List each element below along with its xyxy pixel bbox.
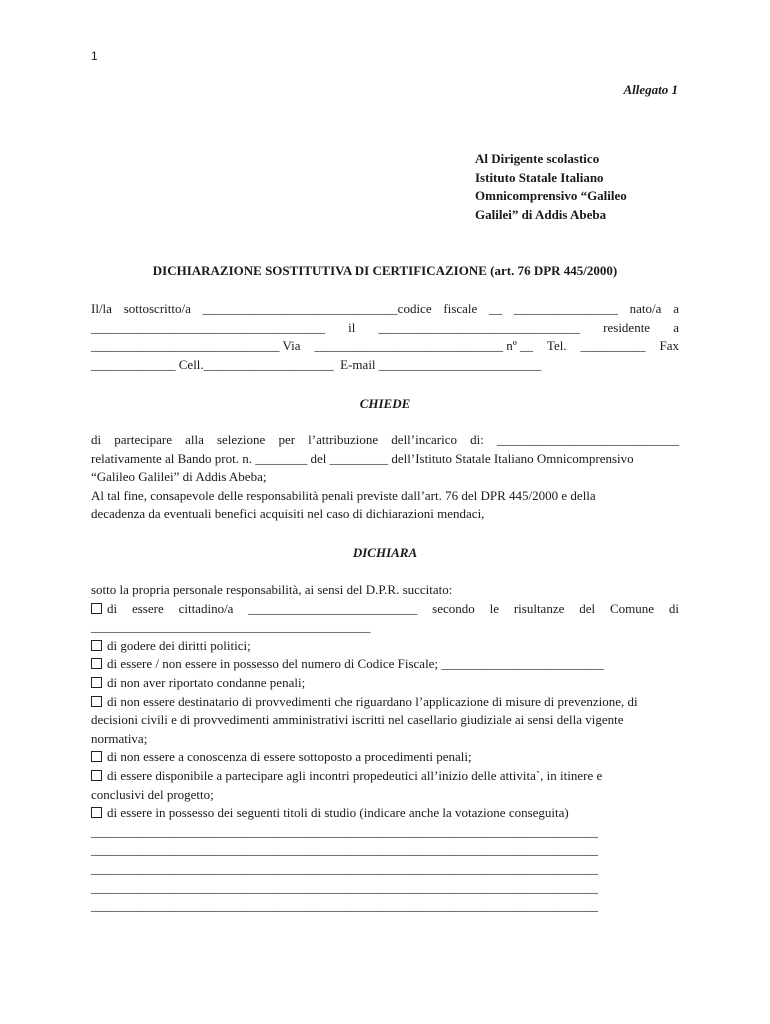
- text-word: nato/a: [629, 301, 662, 316]
- blank-line: ______________________________________________________________________________: [91, 823, 598, 839]
- item-text: conclusivi del progetto;: [91, 786, 214, 802]
- chiede-section: [91, 431, 679, 524]
- checkbox[interactable]: [91, 807, 102, 818]
- text-word: per: [278, 432, 296, 447]
- chiede-line: relativamente al Bando prot. n. ________ del _________ dell’Istituto Statale Italiano Omnicomprensivo: [91, 450, 634, 466]
- checkbox[interactable]: [91, 677, 102, 688]
- checkbox-item-cittadino: [91, 600, 679, 619]
- recipient-line: Istituto Statale Italiano: [475, 169, 604, 185]
- blank-line: ______________________________________________________________________________: [91, 842, 598, 858]
- text-word: __: [489, 301, 503, 316]
- text-word: l’attribuzione: [308, 432, 379, 447]
- recipient-block: [475, 150, 675, 224]
- text-word: sottoscritto/a: [123, 301, 191, 316]
- text-word: secondo: [432, 600, 475, 616]
- item-text: di essere disponibile a partecipare agli incontri propedeutici all’inizio delle attivita`, in itinere e: [107, 767, 603, 783]
- checkbox-item-provvedimenti: [91, 693, 679, 749]
- checkbox-item-disponibile: [91, 767, 679, 804]
- text-word: alla: [185, 432, 204, 447]
- text-word: Comune: [609, 600, 655, 616]
- checkbox-item-procedimenti: [91, 748, 679, 767]
- chiede-line: decadenza da eventuali benefici acquisiti nel caso di dichiarazioni mendaci,: [91, 506, 485, 522]
- text-word: il: [348, 319, 356, 335]
- text-word: Tel.: [546, 338, 567, 354]
- text-word: ________________: [513, 301, 618, 316]
- checkbox[interactable]: [91, 751, 102, 762]
- item-text: normativa;: [91, 730, 148, 746]
- text-word: di: [668, 600, 679, 616]
- text-word: a: [673, 301, 679, 316]
- text-word: di:: [470, 432, 484, 447]
- checkbox[interactable]: [91, 658, 102, 669]
- text-word: __________: [580, 338, 646, 354]
- identity-line: [91, 337, 679, 356]
- identity-line: [91, 300, 679, 319]
- text-word: ______________________________codice: [202, 301, 432, 316]
- item-text: decisioni civili e di provvedimenti amministrativi iscritti nel casellario giudiziale ai sensi della vigente: [91, 712, 624, 728]
- text-word: dell’incarico: [391, 432, 457, 447]
- identity-line: _____________ Cell.____________________ E-mail _________________________: [91, 356, 542, 372]
- text-word: di: [91, 432, 102, 447]
- checkbox-item-diritti-politici: [91, 637, 679, 656]
- chiede-line: [91, 431, 679, 450]
- page-number: 1: [91, 49, 98, 63]
- text-word: residente: [603, 319, 651, 335]
- recipient-line: Galilei” di Addis Abeba: [475, 206, 607, 222]
- chiede-line: Al tal fine, consapevole delle responsabilità penali previste dall’art. 76 del DPR 445/2000 e della: [91, 487, 596, 503]
- recipient-line: Al Dirigente scolastico: [475, 151, 600, 166]
- checkbox-item-titoli: [91, 804, 679, 823]
- item-text: di essere in possesso dei seguenti titoli di studio (indicare anche la votazione conseguita): [107, 805, 569, 821]
- text-word: Fax: [659, 338, 679, 354]
- text-word: del: [579, 600, 596, 616]
- titoli-blank-lines: [91, 823, 679, 916]
- text-word: _______________________________: [378, 319, 581, 335]
- text-word: fiscale: [443, 301, 478, 316]
- text-word: risultanze: [513, 600, 565, 616]
- checkbox[interactable]: [91, 696, 102, 707]
- document-title: DICHIARAZIONE SOSTITUTIVA DI CERTIFICAZIONE (art. 76 DPR 445/2000): [152, 263, 618, 278]
- text-word: essere: [131, 600, 164, 616]
- recipient-line: Omnicomprensivo “Galileo: [475, 188, 627, 204]
- checkbox[interactable]: [91, 640, 102, 651]
- checkbox[interactable]: [91, 770, 102, 781]
- text-word: ____________________________________: [91, 319, 325, 335]
- dichiara-heading: DICHIARA: [352, 545, 418, 560]
- checkbox-item-condanne: [91, 674, 679, 693]
- item-text: di godere dei diritti politici;: [107, 637, 251, 653]
- chiede-line: “Galileo Galilei” di Addis Abeba;: [91, 469, 267, 485]
- blank-line: ______________________________________________________________________________: [91, 898, 598, 914]
- checkbox-item-codice-fiscale: [91, 655, 679, 674]
- text-word: Il/la: [91, 301, 112, 316]
- text-word: partecipare: [114, 432, 172, 447]
- text-word: _____________________________ nº __: [314, 338, 533, 354]
- dichiara-intro: sotto la propria personale responsabilità, ai sensi del D.P.R. succitato:: [91, 582, 453, 597]
- attachment-label: Allegato 1: [623, 82, 678, 97]
- item-text: di non essere a conoscenza di essere sottoposto a procedimenti penali;: [107, 749, 472, 765]
- text-word: a: [673, 319, 679, 335]
- checkbox[interactable]: [91, 603, 102, 614]
- comune-blank: ___________________________________________: [91, 619, 371, 635]
- item-text: di non aver riportato condanne penali;: [107, 674, 306, 690]
- item-text: di non essere destinatario di provvedimenti che riguardano l’applicazione di misure di prevenzione, di: [107, 693, 638, 709]
- dichiara-section: [91, 581, 679, 916]
- text-word: cittadino/a: [178, 600, 234, 616]
- text-word: _____________________________ Via: [91, 338, 301, 354]
- chiede-heading: CHIEDE: [359, 396, 411, 411]
- blank-line: ______________________________________________________________________________: [91, 860, 598, 876]
- text-word: selezione: [216, 432, 266, 447]
- identity-line: [91, 319, 679, 338]
- text-word: le: [489, 600, 499, 616]
- text-word: __________________________: [248, 600, 418, 616]
- item-text: di essere / non essere in possesso del numero di Codice Fiscale; _________________________: [107, 656, 604, 672]
- blank-line: ______________________________________________________________________________: [91, 879, 598, 895]
- text-word: ____________________________: [496, 432, 679, 447]
- identity-section: [91, 300, 679, 374]
- text-word: di: [107, 600, 118, 616]
